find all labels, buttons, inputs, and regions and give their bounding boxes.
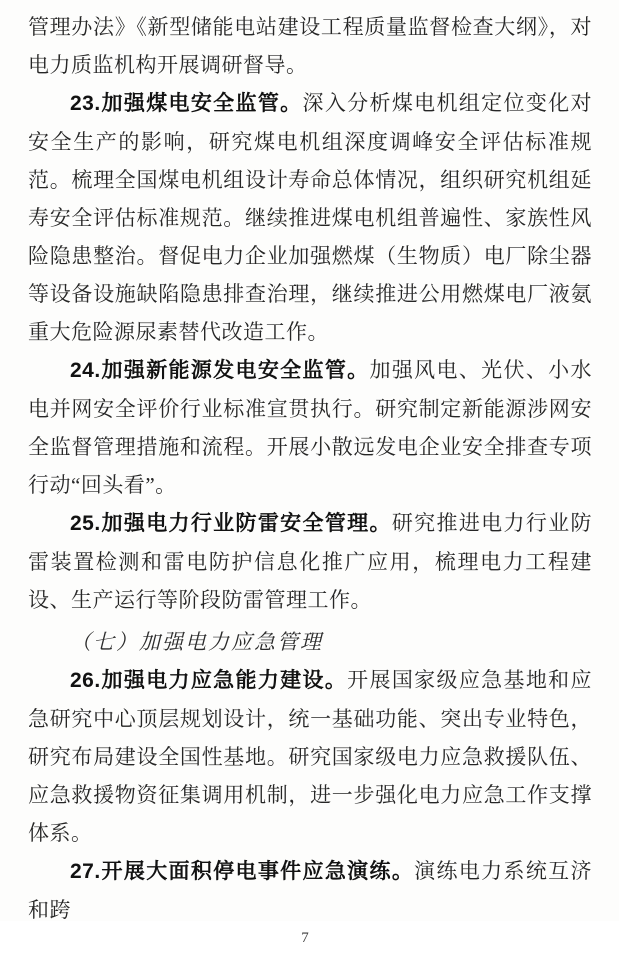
item-26-heading: 26.加强电力应急能力建设。 [70, 669, 348, 692]
paragraph-text: 开展国家级应急基地和应急研究中心顶层规划设计，统一基础功能、突出专业特色，研究布局建设全国性基地。研究国家级电力应急救援队伍、应急救援物资征集调用机制，进一步强化电力应急工作支撑体系。 [28, 668, 592, 845]
paragraph-text: 演练电力系统互济和跨 [28, 859, 592, 922]
page-footer [28, 929, 592, 957]
paragraph-text: 管理办法》《新型储能电站建设工程质量监督检查大纲》，对电力质监机构开展调研督导。 [28, 15, 592, 77]
paragraph-item-26 [28, 661, 592, 852]
section-heading-text: （七）加强电力应急管理 [70, 630, 323, 654]
section-heading-7 [28, 623, 592, 661]
paragraph-item-24 [28, 351, 592, 504]
paragraph-item-25 [28, 504, 592, 619]
document-content [28, 8, 592, 929]
item-24-heading: 24.加强新能源发电安全监管。 [70, 359, 370, 382]
paragraph-text: 加强风电、光伏、小水电并网安全评价行业标准宣贯执行。研究制定新能源涉网安全监督管理措施和流程。开展小散远发电企业安全排查专项行动“回头看”。 [28, 358, 592, 497]
paragraph-continuation [28, 8, 592, 84]
paragraph-text: 研究推进电力行业防雷装置检测和雷电防护信息化推广应用，梳理电力工程建设、生产运行等阶段防雷管理工作。 [28, 511, 592, 612]
item-23-heading: 23.加强煤电安全监管。 [70, 92, 303, 115]
paragraph-item-23 [28, 84, 592, 351]
item-27-heading: 27.开展大面积停电事件应急演练。 [70, 860, 415, 883]
paragraph-text: 深入分析煤电机组定位变化对安全生产的影响，研究煤电机组深度调峰安全评估标准规范。梳理全国煤电机组设计寿命总体情况，组织研究机组延寿安全评估标准规范。继续推进煤电机组普遍性、家族性风险隐患整治。督促电力企业加强燃煤（生物质）电厂除尘器等设备设施缺陷隐患排查治理，继续推进公用燃煤电厂液氨重大危险源尿素替代改造工作。 [28, 91, 592, 344]
item-25-heading: 25.加强电力行业防雷安全管理。 [70, 512, 392, 535]
paragraph-item-27 [28, 852, 592, 929]
page-number: 7 [301, 930, 309, 946]
